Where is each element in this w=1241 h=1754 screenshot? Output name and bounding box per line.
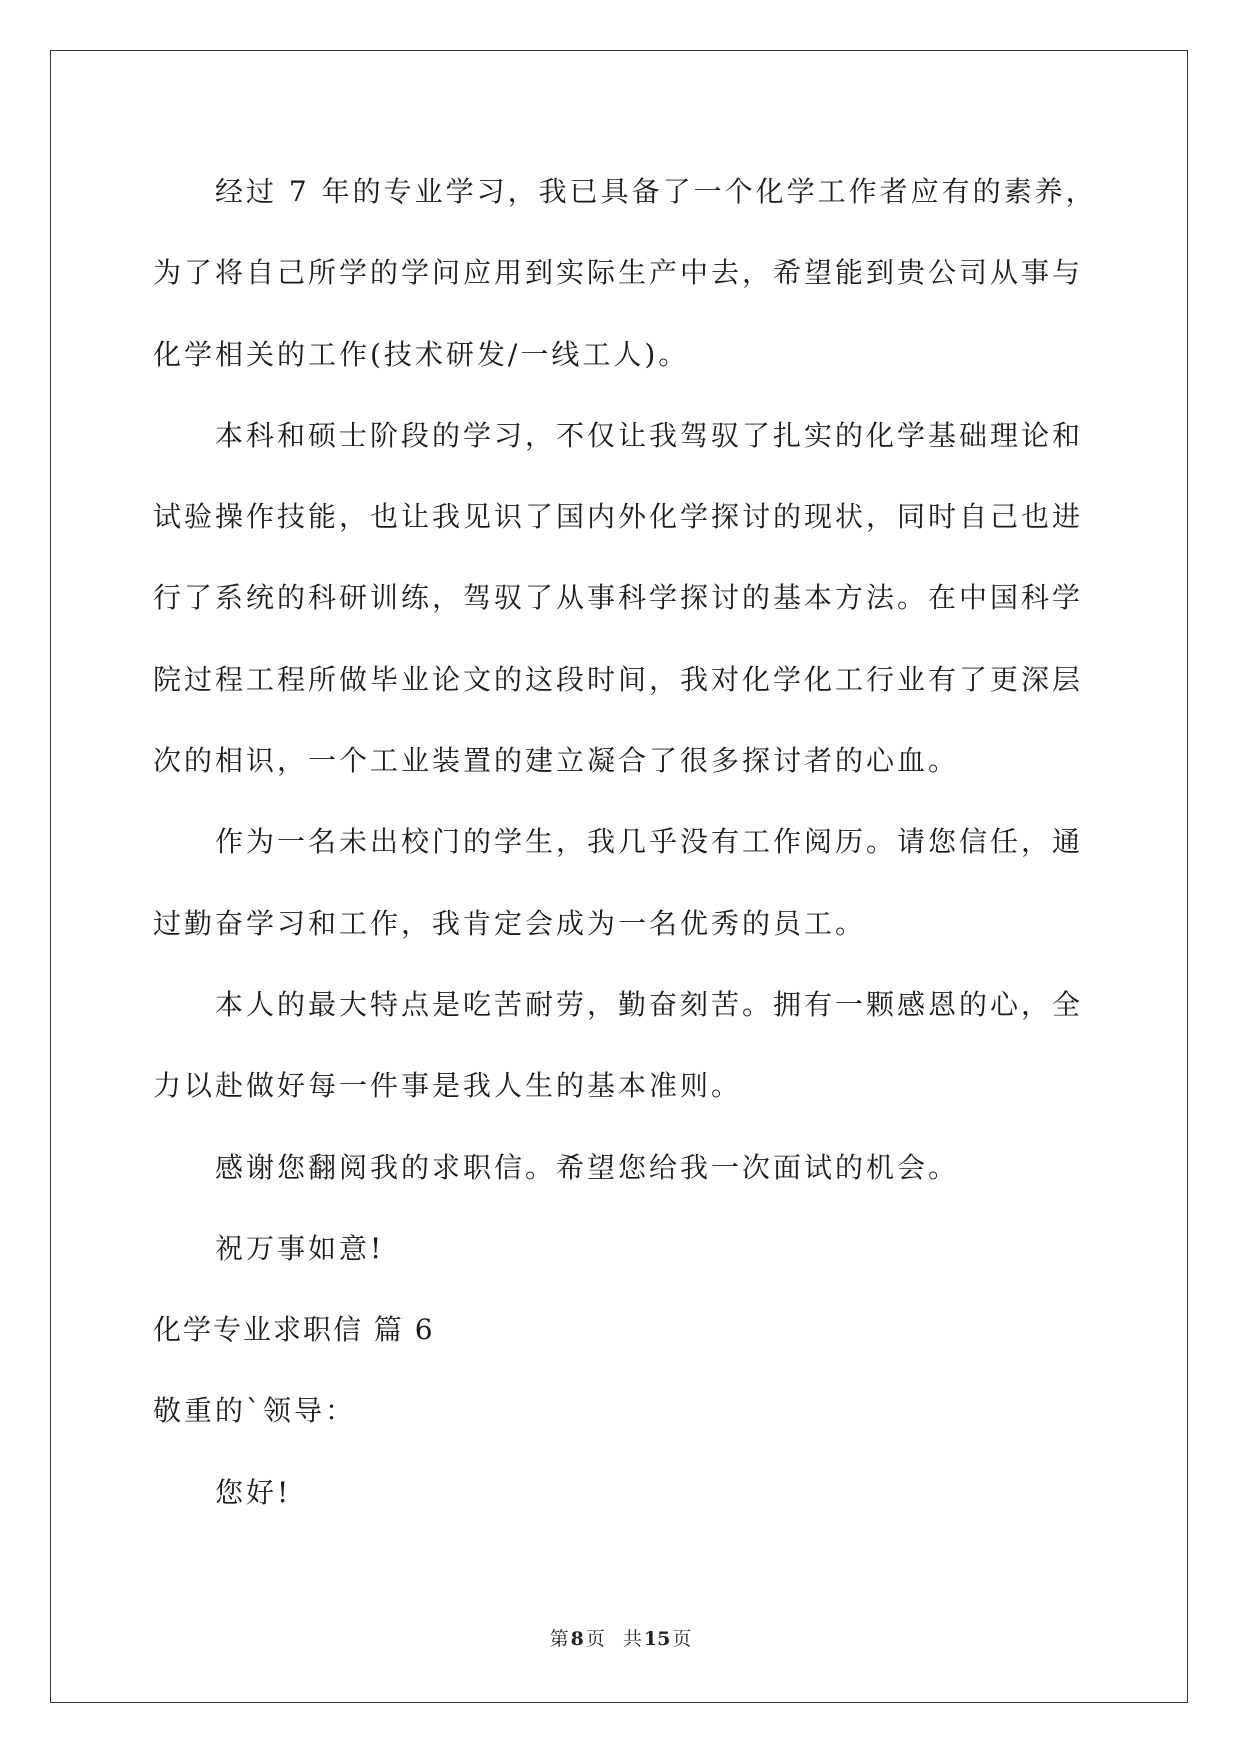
greeting: 您好! bbox=[215, 1475, 292, 1509]
paragraph-line: 感谢您翻阅我的求职信。希望您给我一次面试的机会。 bbox=[215, 1150, 960, 1184]
paragraph bbox=[153, 151, 1097, 395]
paragraph-line: 行了系统的科研训练，驾驭了从事科学探讨的基本方法。在中国科学 bbox=[153, 581, 1084, 615]
page-footer bbox=[0, 1624, 1241, 1651]
total-pages: 15 bbox=[643, 1628, 671, 1650]
page-label-suffix: 页 bbox=[585, 1628, 605, 1650]
paragraph-line: 本科和硕士阶段的学习，不仅让我驾驭了扎实的化学基础理论和 bbox=[215, 418, 1084, 452]
paragraph-line: 经过 7 年的专业学习，我已具备了一个化学工作者应有的素养， bbox=[215, 175, 1097, 208]
paragraph-line: 试验操作技能，也让我见识了国内外化学探讨的现状，同时自己也进 bbox=[153, 500, 1084, 534]
section-heading: 化学专业求职信 篇 6 bbox=[153, 1313, 435, 1347]
paragraph bbox=[153, 801, 1093, 964]
paragraph bbox=[153, 964, 1093, 1127]
total-label-prefix: 共 bbox=[622, 1628, 642, 1650]
paragraph-line: 化学相关的工作(技术研发/一线工人)。 bbox=[153, 337, 690, 371]
paragraph-line: 本人的最大特点是吃苦耐劳，勤奋刻苦。拥有一颗感恩的心，全 bbox=[215, 987, 1084, 1021]
total-label-suffix: 页 bbox=[672, 1628, 692, 1650]
letter-body bbox=[153, 151, 1097, 1533]
page-label-prefix: 第 bbox=[549, 1628, 569, 1650]
closing-line: 祝万事如意! bbox=[215, 1231, 385, 1265]
paragraph-line: 院过程工程所做毕业论文的这段时间，我对化学化工行业有了更深层 bbox=[153, 662, 1084, 696]
salutation: 敬重的`领导： bbox=[153, 1394, 357, 1428]
paragraph-line: 力以赴做好每一件事是我人生的基本准则。 bbox=[153, 1069, 743, 1103]
paragraph-line: 作为一名未出校门的学生，我几乎没有工作阅历。请您信任，通 bbox=[215, 825, 1084, 859]
paragraph bbox=[153, 1127, 1093, 1208]
paragraph-line: 次的相识，一个工业装置的建立凝合了很多探讨者的心血。 bbox=[153, 744, 960, 778]
page-number: 8 bbox=[570, 1628, 584, 1650]
paragraph bbox=[153, 395, 1093, 801]
paragraph-line: 过勤奋学习和工作，我肯定会成为一名优秀的员工。 bbox=[153, 906, 867, 940]
paragraph-line: 为了将自己所学的学问应用到实际生产中去，希望能到贵公司从事与 bbox=[153, 256, 1084, 290]
